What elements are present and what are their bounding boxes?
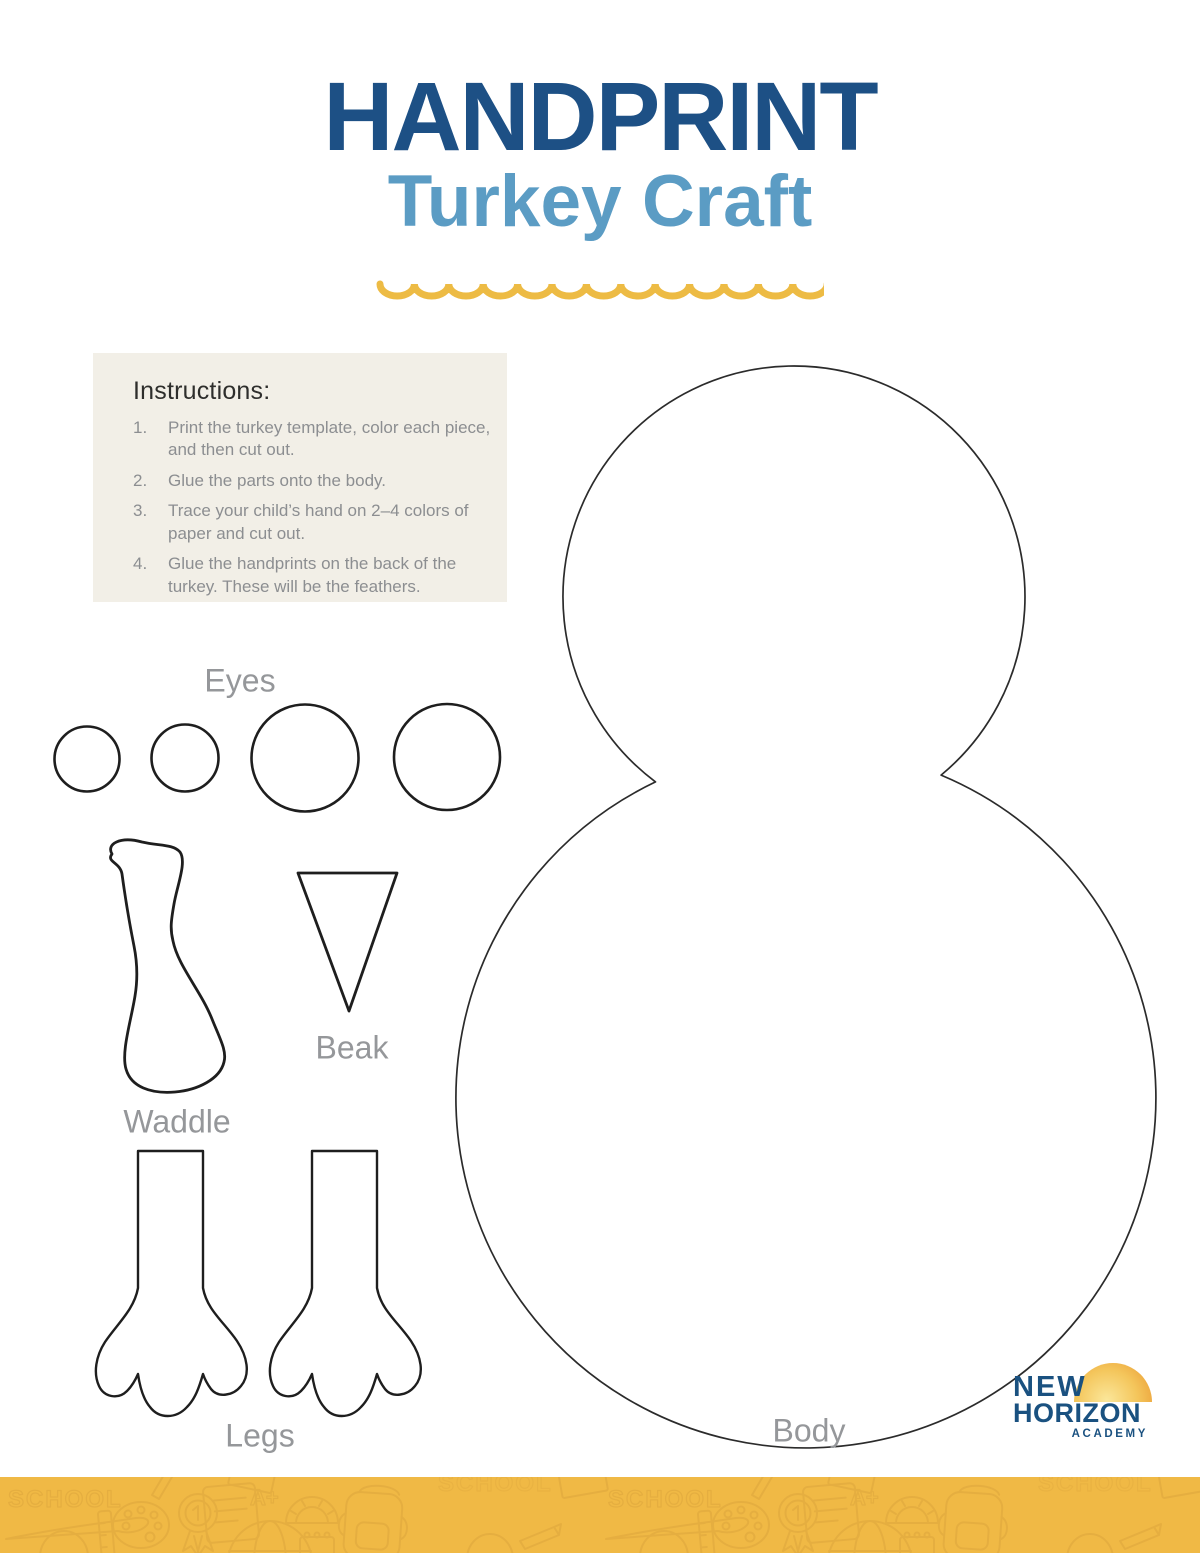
- instruction-number: 3.: [133, 501, 148, 521]
- leg-shape-left: [96, 1151, 247, 1416]
- footer-banner-doodles: [0, 1477, 1200, 1553]
- instruction-text: Print the turkey template, color each piece, and then cut out.: [168, 418, 491, 460]
- label-legs: Legs: [225, 1417, 295, 1454]
- label-body: Body: [772, 1412, 846, 1449]
- label-waddle: Waddle: [123, 1103, 231, 1140]
- logo-text-new: NEW: [1013, 1371, 1087, 1403]
- instructions-heading: Instructions:: [133, 377, 271, 405]
- page-subtitle: Turkey Craft: [387, 161, 813, 242]
- leg-shape-right: [270, 1151, 421, 1416]
- beak-shape: [298, 873, 397, 1011]
- waddle-shape: [111, 840, 225, 1092]
- label-eyes: Eyes: [204, 662, 276, 699]
- instruction-number: 2.: [133, 470, 148, 490]
- new-horizon-academy-logo: [1005, 1372, 1151, 1454]
- instruction-number: 4.: [133, 554, 148, 574]
- footer-banner: [0, 1477, 1200, 1553]
- eye-circle-small-left: [55, 727, 120, 792]
- instruction-number: 1.: [133, 418, 148, 437]
- label-beak: Beak: [315, 1029, 389, 1066]
- body-shape: [456, 366, 1156, 1448]
- eye-circle-large-left: [252, 705, 359, 812]
- eye-circle-small-right: [152, 725, 219, 792]
- instruction-text: Glue the handprints on the back of the turkey. These will be the feathers.: [168, 554, 457, 596]
- instruction-text: Glue the parts onto the body.: [168, 470, 386, 490]
- page-title: HANDPRINT: [323, 62, 877, 171]
- eye-circle-large-right: [394, 704, 500, 810]
- logo-text-academy: ACADEMY: [1071, 1428, 1148, 1440]
- instruction-text: Trace your child’s hand on 2–4 colors of paper and cut out.: [168, 501, 469, 543]
- logo-text-horizon: HORIZON: [1013, 1398, 1141, 1428]
